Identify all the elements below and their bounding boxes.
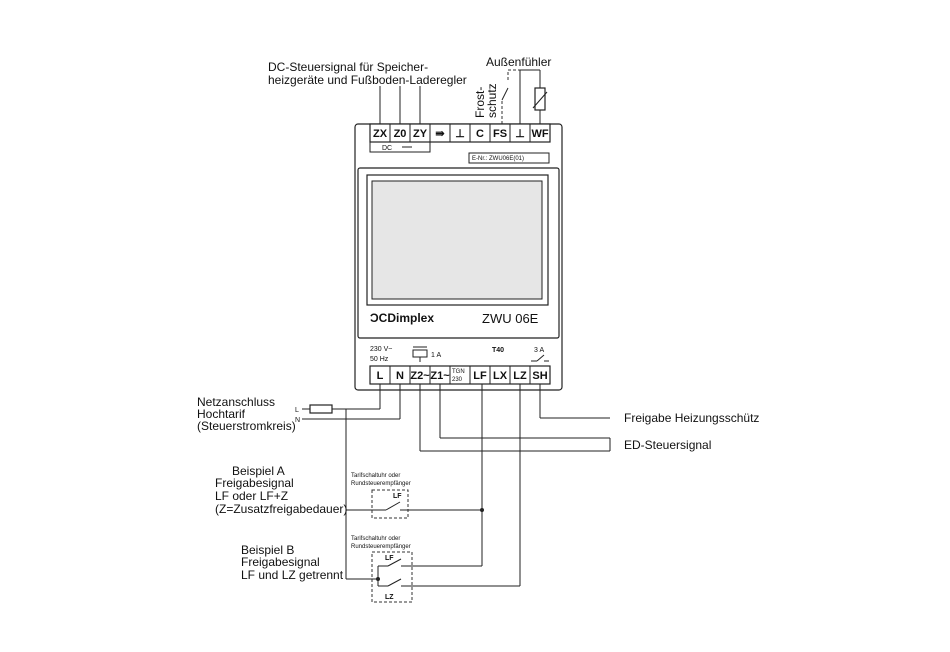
dc-signal-label-line1: DC-Steuersignal für Speicher- [268, 60, 429, 74]
n-wire-label: N [295, 417, 301, 424]
example-b-contact-lf-label: LF [385, 555, 394, 562]
tgn-label-line1: TGN [452, 369, 465, 375]
frostschutz-label-line1: Frost- [473, 86, 487, 118]
example-b-contact-lz-label: LZ [385, 594, 394, 601]
example-a-line4: (Z=Zusatzfreigabedauer) [215, 502, 348, 516]
example-a-device-line2: Rundsteuerempfänger [351, 481, 411, 487]
ed-steuersignal-label: ED-Steuersignal [624, 438, 712, 452]
example-b-device-line2: Rundsteuerempfänger [351, 544, 411, 550]
bottom-terminal-2: Z2~ [410, 370, 430, 382]
enr-label: E-Nr.: ZWU06E(01) [472, 156, 525, 162]
bottom-terminal-3: Z1~ [430, 370, 450, 382]
top-terminal-7: ⊥ [515, 128, 525, 140]
freigabe-heizungsschuetz-label: Freigabe Heizungsschütz [624, 411, 760, 425]
bottom-terminal-5: LF [473, 370, 487, 382]
frostschutz-label-line2: schutz [485, 83, 499, 118]
bottom-terminal-8: SH [532, 370, 548, 382]
example-a-line3: LF oder LF+Z [215, 489, 289, 503]
frostschutz-switch [502, 70, 520, 124]
l-wire-label: L [295, 407, 299, 414]
display-screen [372, 181, 542, 299]
example-a-device-line1: Tarifschaltuhr oder [351, 473, 401, 479]
example-a-line2: Freigabesignal [215, 476, 294, 490]
dc-signal-label-line2: heizgeräte und Fußboden-Laderegler [268, 73, 467, 87]
model-label: ZWU 06E [482, 311, 539, 326]
aussenfuehler-label: Außenfühler [486, 55, 552, 69]
dc-label: DC [382, 145, 393, 152]
tgn-label-line2: 230 [452, 377, 463, 383]
netzanschluss-label-line3: (Steuerstromkreis) [197, 419, 296, 433]
t40-label: T40 [492, 347, 505, 354]
netzanschluss-label-line2: Hochtarif [197, 407, 246, 421]
bottom-terminal-0: L [376, 370, 384, 382]
relay-rating-label: 1 A [431, 352, 442, 359]
top-terminal-6: FS [492, 128, 508, 140]
example-a-contact-label: LF [393, 493, 402, 500]
example-a-switch [372, 490, 484, 518]
top-terminal-5: C [476, 128, 484, 140]
top-terminal-8: WF [531, 128, 549, 140]
example-b-line3: LF und LZ getrennt [241, 568, 344, 582]
top-terminal-strip [370, 124, 550, 142]
netzanschluss-label-line1: Netzanschluss [197, 395, 276, 409]
voltage-label-line2: 50 Hz [370, 356, 389, 363]
brand-logo: ƆCDimplex [370, 311, 435, 325]
sh-rating-label: 3 A [534, 347, 545, 354]
example-b-line2: Freigabesignal [241, 555, 320, 569]
top-terminal-1: Z0 [393, 128, 407, 140]
bottom-terminal-1: N [396, 370, 404, 382]
example-a-line1: Beispiel A [232, 464, 285, 478]
example-b-line1: Beispiel B [241, 543, 295, 557]
bottom-terminal-7: LZ [513, 370, 527, 382]
top-terminal-3: ⇛ [435, 128, 445, 140]
aussenfuehler-sensor [520, 70, 547, 124]
top-terminal-4: ⊥ [455, 128, 465, 140]
bottom-terminal-6: LX [492, 370, 508, 382]
top-terminal-0: ZX [372, 128, 388, 140]
voltage-label-line1: 230 V~ [370, 346, 393, 353]
output-wiring [420, 384, 610, 586]
example-b-switch [372, 552, 520, 602]
dc-signal-wires [380, 86, 420, 124]
top-terminal-2: ZY [412, 128, 428, 140]
example-b-device-line1: Tarifschaltuhr oder [351, 536, 401, 542]
